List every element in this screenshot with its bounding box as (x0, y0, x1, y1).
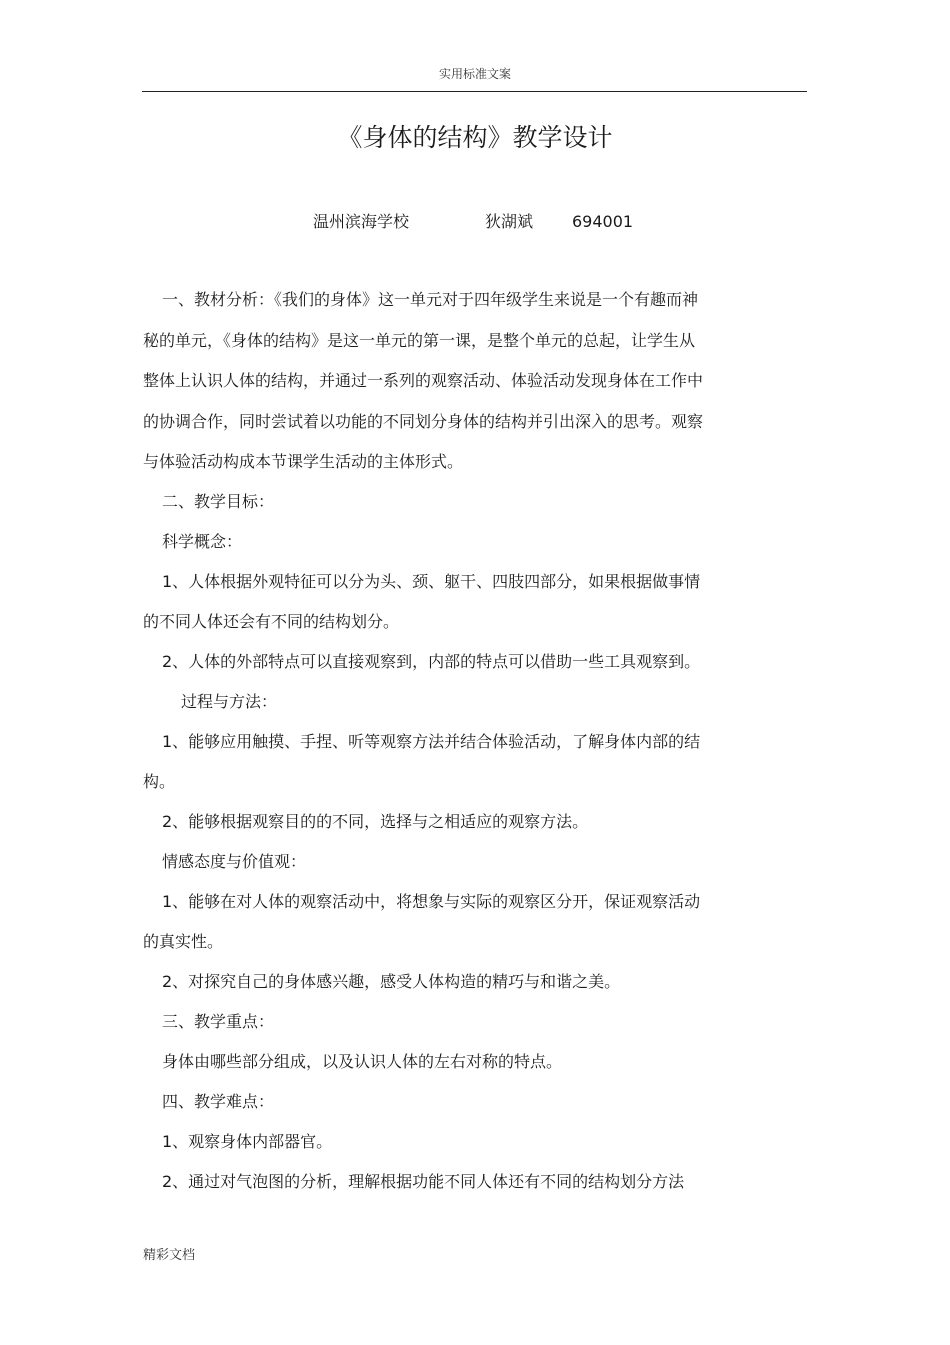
section-heading: 二、教学目标： (162, 492, 275, 511)
document-title: 《身体的结构》教学设计 (337, 123, 613, 152)
text-line: 整体上认识人体的结构，并通过一系列的观察活动、体验活动发现身体在工作中 (143, 371, 704, 390)
text-line: 2、对探究自己的身体感兴趣，感受人体构造的精巧与和谐之美。 (162, 972, 621, 991)
text-line: 与体验活动构成本节课学生活动的主体形式。 (143, 452, 464, 471)
text-line: 的协调合作，同时尝试着以功能的不同划分身体的结构并引出深入的思考。观察 (143, 412, 704, 431)
page-footer: 精彩文档 (143, 1248, 196, 1263)
text-line: 1、观察身体内部器官。 (162, 1132, 333, 1151)
text-line: 秘的单元，《身体的结构》是这一单元的第一课，是整个单元的总起，让学生从 (143, 331, 696, 350)
school-name: 温州滨海学校 (313, 212, 410, 231)
subsection-heading: 过程与方法： (181, 692, 278, 711)
text-line: 1、能够应用触摸、手捏、听等观察方法并结合体验活动，了解身体内部的结 (162, 732, 701, 751)
text-line: 一、教材分析：《我们的身体》这一单元对于四年级学生来说是一个有趣而神 (162, 290, 699, 309)
section-heading: 三、教学重点： (162, 1012, 275, 1031)
subsection-heading: 情感态度与价值观： (162, 852, 307, 871)
text-line: 2、能够根据观察目的的不同，选择与之相适应的观察方法。 (162, 812, 589, 831)
author-code: 694001 (572, 212, 634, 231)
text-line: 1、能够在对人体的观察活动中，将想象与实际的观察区分开，保证观察活动 (162, 892, 701, 911)
subsection-heading: 科学概念： (162, 532, 243, 551)
text-line: 1、人体根据外观特征可以分为头、颈、躯干、四肢四部分，如果根据做事情 (162, 572, 701, 591)
text-line: 构。 (143, 772, 176, 791)
author-name: 狄湖斌 (485, 212, 534, 231)
text-line: 身体由哪些部分组成，以及认识人体的左右对称的特点。 (162, 1052, 563, 1071)
text-line: 的不同人体还会有不同的结构划分。 (143, 612, 400, 631)
section-heading: 四、教学难点： (162, 1092, 275, 1111)
text-line: 2、通过对气泡图的分析，理解根据功能不同人体还有不同的结构划分方法 (162, 1172, 685, 1191)
text-line: 2、人体的外部特点可以直接观察到，内部的特点可以借助一些工具观察到。 (162, 652, 701, 671)
header-text: 实用标准文案 (438, 67, 511, 81)
header-divider (142, 91, 807, 92)
text-line: 的真实性。 (143, 932, 224, 951)
